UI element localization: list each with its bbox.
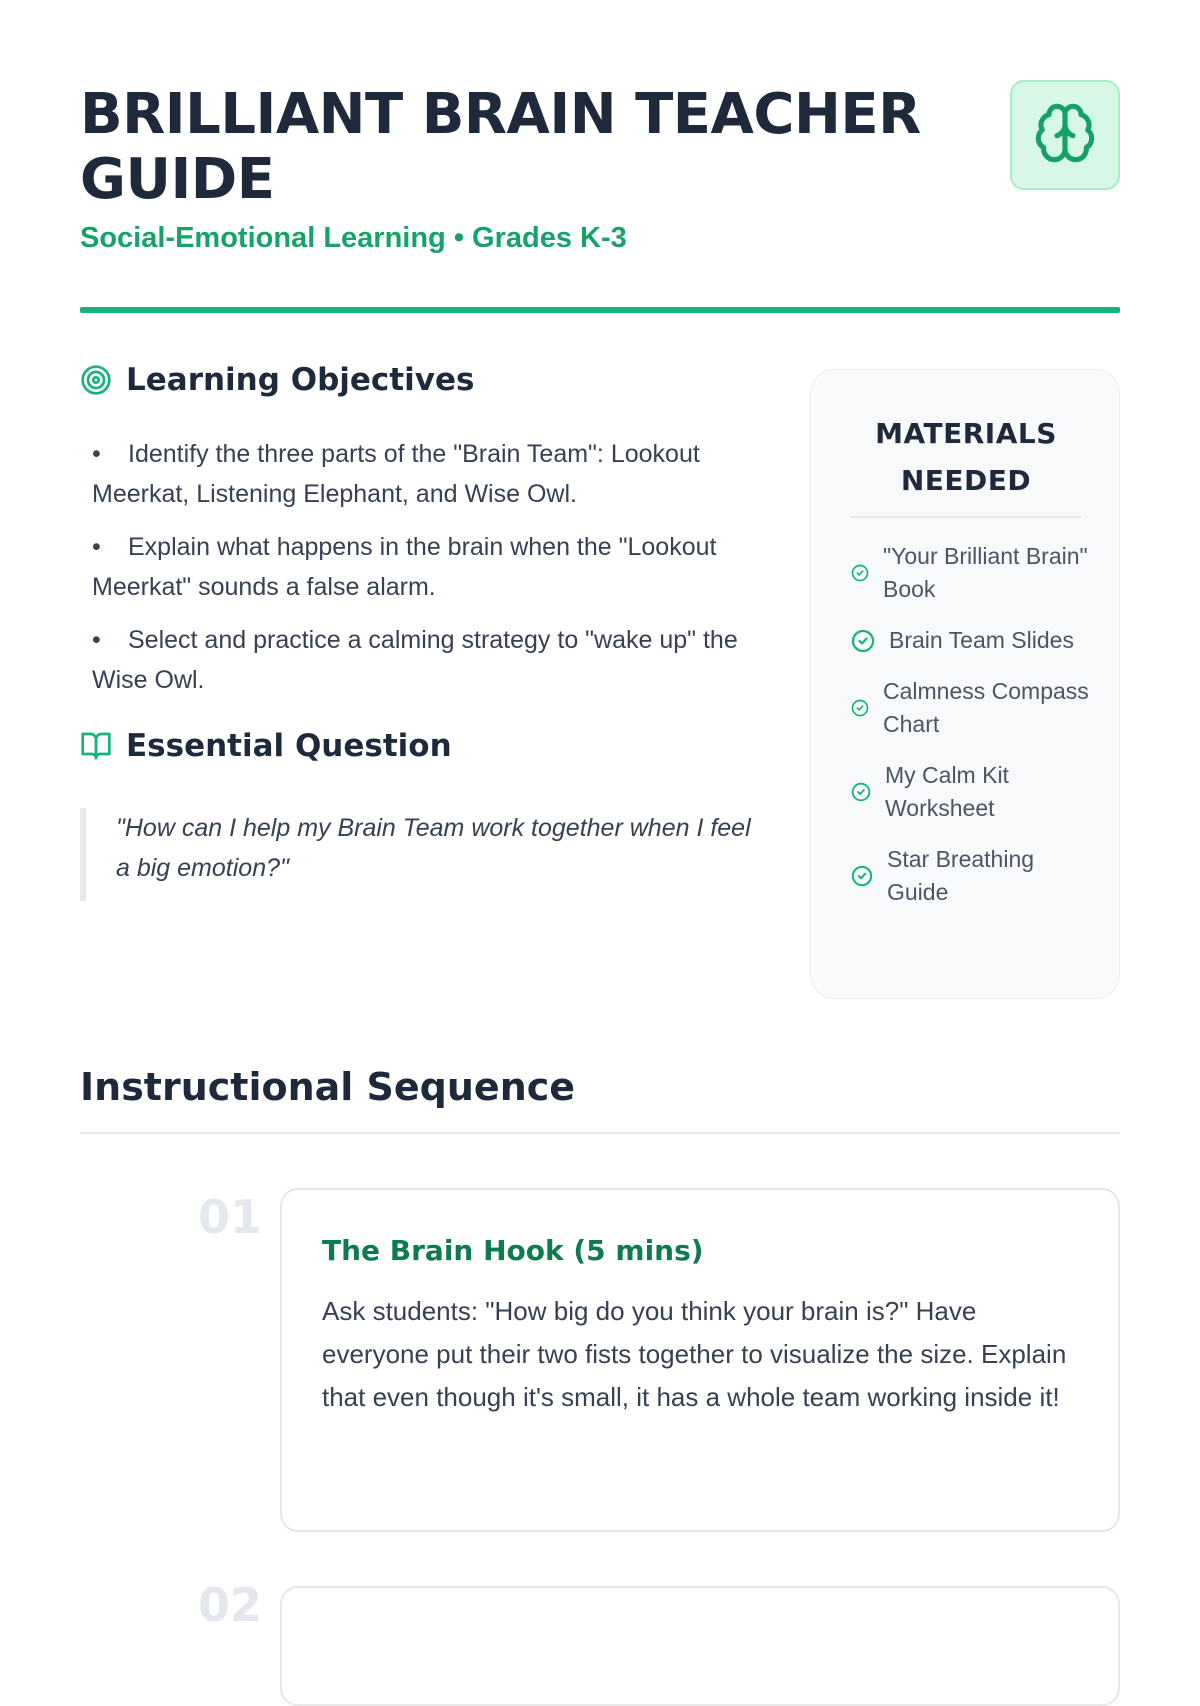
objective-text: Explain what happens in the brain when the "Lookout Meerkat" sounds a false alarm. — [92, 533, 717, 601]
step-card — [280, 1188, 1120, 1532]
step-title: The Brain Hook (5 mins) — [322, 1234, 704, 1267]
list-item — [851, 540, 1091, 606]
teacher-guide-page — [80, 0, 1120, 1632]
material-label: Calmness Compass Chart — [883, 678, 1089, 737]
header-divider — [80, 307, 1120, 313]
step-number: 01 — [197, 1190, 262, 1244]
materials-divider — [851, 516, 1081, 518]
bullet: • — [92, 440, 101, 468]
list-item — [92, 527, 752, 607]
check-circle-icon — [851, 699, 869, 717]
materials-panel — [810, 369, 1120, 999]
step-card — [280, 1586, 1120, 1706]
material-label: Star Breathing Guide — [887, 846, 1035, 905]
brain-icon — [1033, 101, 1097, 170]
essential-question-heading — [80, 728, 452, 764]
objective-text: Identify the three parts of the "Brain Team": Lookout Meerkat, Listening Elephant, and Wise Owl. — [92, 440, 700, 508]
material-label: Brain Team Slides — [889, 627, 1074, 653]
objective-text: Select and practice a calming strategy to "wake up" the Wise Owl. — [92, 626, 738, 694]
page-subtitle: Social-Emotional Learning • Grades K-3 — [80, 222, 627, 254]
list-item — [851, 759, 1091, 825]
material-label: My Calm Kit Worksheet — [885, 762, 1009, 821]
sequence-divider — [80, 1132, 1120, 1134]
brain-badge — [1010, 80, 1120, 190]
essential-question-quote: "How can I help my Brain Team work together when I feel a big emotion?" — [80, 808, 760, 901]
open-book-icon — [80, 730, 112, 762]
step-body: Ask students: "How big do you think your brain is?" Have everyone put their two fists together to visualize the size. Explain that even though it's small, it has a whole team working inside it! — [322, 1296, 1067, 1412]
learning-objectives-title: Learning Objectives — [126, 362, 475, 398]
bullet: • — [92, 533, 101, 561]
check-circle-icon — [851, 865, 873, 887]
objectives-list — [92, 434, 752, 713]
list-item — [92, 434, 752, 514]
materials-list — [851, 540, 1091, 927]
step-number: 02 — [197, 1578, 262, 1632]
list-item — [92, 620, 752, 700]
target-icon — [80, 364, 112, 396]
learning-objectives-heading — [80, 362, 474, 398]
essential-question-title: Essential Question — [126, 728, 452, 764]
list-item — [851, 624, 1091, 657]
material-label: "Your Brilliant Brain" Book — [883, 543, 1088, 602]
instructional-sequence-title: Instructional Sequence — [80, 1065, 576, 1109]
materials-title: MATERIALS NEEDED — [875, 417, 1057, 497]
bullet: • — [92, 626, 101, 654]
page-title: BRILLIANT BRAIN TEACHER GUIDE — [80, 82, 921, 212]
list-item — [851, 675, 1091, 741]
list-item — [851, 843, 1091, 909]
check-circle-icon — [851, 782, 871, 802]
check-circle-icon — [851, 629, 875, 653]
check-circle-icon — [851, 564, 869, 582]
